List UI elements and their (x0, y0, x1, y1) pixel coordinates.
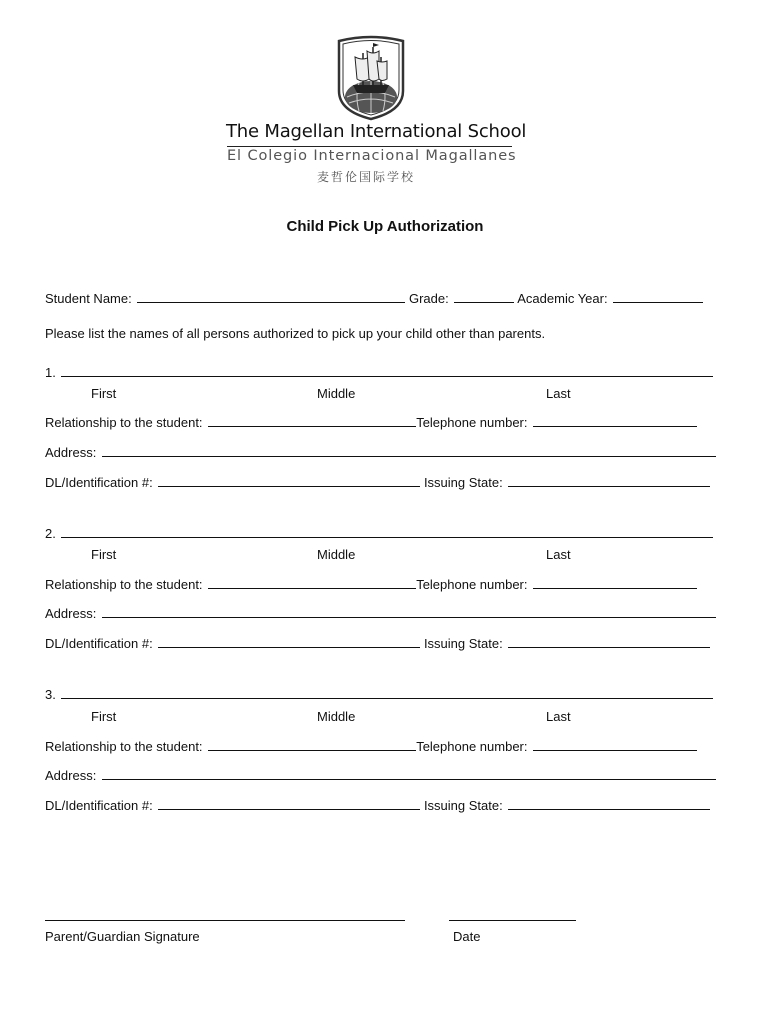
dl-label: DL/Identification #: (45, 636, 153, 651)
grade-field[interactable] (454, 292, 514, 303)
school-name-chinese: 麦哲伦国际学校 (317, 170, 416, 184)
last-label: Last (546, 709, 571, 724)
person-2-dl-field[interactable] (158, 637, 420, 648)
person-2-relationship-row (45, 577, 697, 592)
person-2-relationship-field[interactable] (208, 578, 416, 589)
address-label: Address: (45, 445, 97, 460)
telephone-label: Telephone number: (416, 739, 528, 754)
first-label: First (91, 547, 117, 562)
person-3-name-row (45, 687, 713, 702)
student-name-label: Student Name: (45, 291, 132, 306)
person-3-address-field[interactable] (102, 769, 716, 780)
person-2-issuing-state-field[interactable] (508, 637, 710, 648)
dl-label: DL/Identification #: (45, 475, 153, 490)
person-1-name-field[interactable] (61, 366, 713, 377)
person-1-address-row (45, 445, 716, 460)
relationship-label: Relationship to the student: (45, 577, 203, 592)
address-label: Address: (45, 606, 97, 621)
person-2-dl-row (45, 636, 710, 651)
person-3-relationship-row (45, 739, 697, 754)
signature-field[interactable] (45, 910, 405, 921)
person-1-relationship-row (45, 415, 697, 430)
form-title: Child Pick Up Authorization (286, 218, 484, 235)
first-label: First (91, 386, 117, 401)
middle-label: Middle (317, 547, 356, 562)
grade-label: Grade: (408, 291, 449, 306)
person-1-issuing-state-field[interactable] (508, 476, 710, 487)
person-3-address-row (45, 768, 716, 783)
person-2-telephone-field[interactable] (533, 578, 697, 589)
telephone-label: Telephone number: (416, 577, 528, 592)
person-3-telephone-field[interactable] (533, 740, 697, 751)
issuing-state-label: Issuing State: (423, 798, 503, 813)
last-label: Last (546, 386, 571, 401)
person-2-address-row (45, 606, 716, 621)
person-1-relationship-field[interactable] (208, 416, 416, 427)
instructions-text: Please list the names of all persons authorized to pick up your child other than parents. (45, 326, 546, 341)
school-crest-logo (335, 35, 407, 121)
person-3-issuing-state-field[interactable] (508, 799, 710, 810)
last-label: Last (546, 547, 571, 562)
issuing-state-label: Issuing State: (423, 636, 503, 651)
school-name-divider (227, 146, 512, 147)
student-info-row (45, 291, 703, 306)
person-2-address-field[interactable] (102, 607, 716, 618)
person-1-name-row (45, 365, 713, 380)
relationship-label: Relationship to the student: (45, 415, 203, 430)
person-1-address-field[interactable] (102, 446, 716, 457)
person-number: 1. (45, 365, 56, 380)
academic-year-label: Academic Year: (517, 291, 608, 306)
telephone-label: Telephone number: (416, 415, 528, 430)
person-2-name-row (45, 526, 713, 541)
person-1-dl-field[interactable] (158, 476, 420, 487)
date-field[interactable] (449, 910, 576, 921)
school-name-spanish: El Colegio Internacional Magallanes (227, 148, 517, 164)
address-label: Address: (45, 768, 97, 783)
middle-label: Middle (317, 386, 356, 401)
person-1-dl-row (45, 475, 710, 490)
signature-label: Parent/Guardian Signature (45, 929, 200, 944)
person-number: 3. (45, 687, 56, 702)
person-3-relationship-field[interactable] (208, 740, 416, 751)
middle-label: Middle (317, 709, 356, 724)
issuing-state-label: Issuing State: (423, 475, 503, 490)
person-3-dl-row (45, 798, 710, 813)
person-number: 2. (45, 526, 56, 541)
school-name-english: The Magellan International School (226, 121, 527, 142)
dl-label: DL/Identification #: (45, 798, 153, 813)
person-3-dl-field[interactable] (158, 799, 420, 810)
person-1-telephone-field[interactable] (533, 416, 697, 427)
first-label: First (91, 709, 117, 724)
person-3-name-field[interactable] (61, 688, 713, 699)
relationship-label: Relationship to the student: (45, 739, 203, 754)
academic-year-field[interactable] (613, 292, 703, 303)
person-2-name-field[interactable] (61, 527, 713, 538)
date-label: Date (453, 929, 481, 944)
student-name-field[interactable] (137, 292, 405, 303)
